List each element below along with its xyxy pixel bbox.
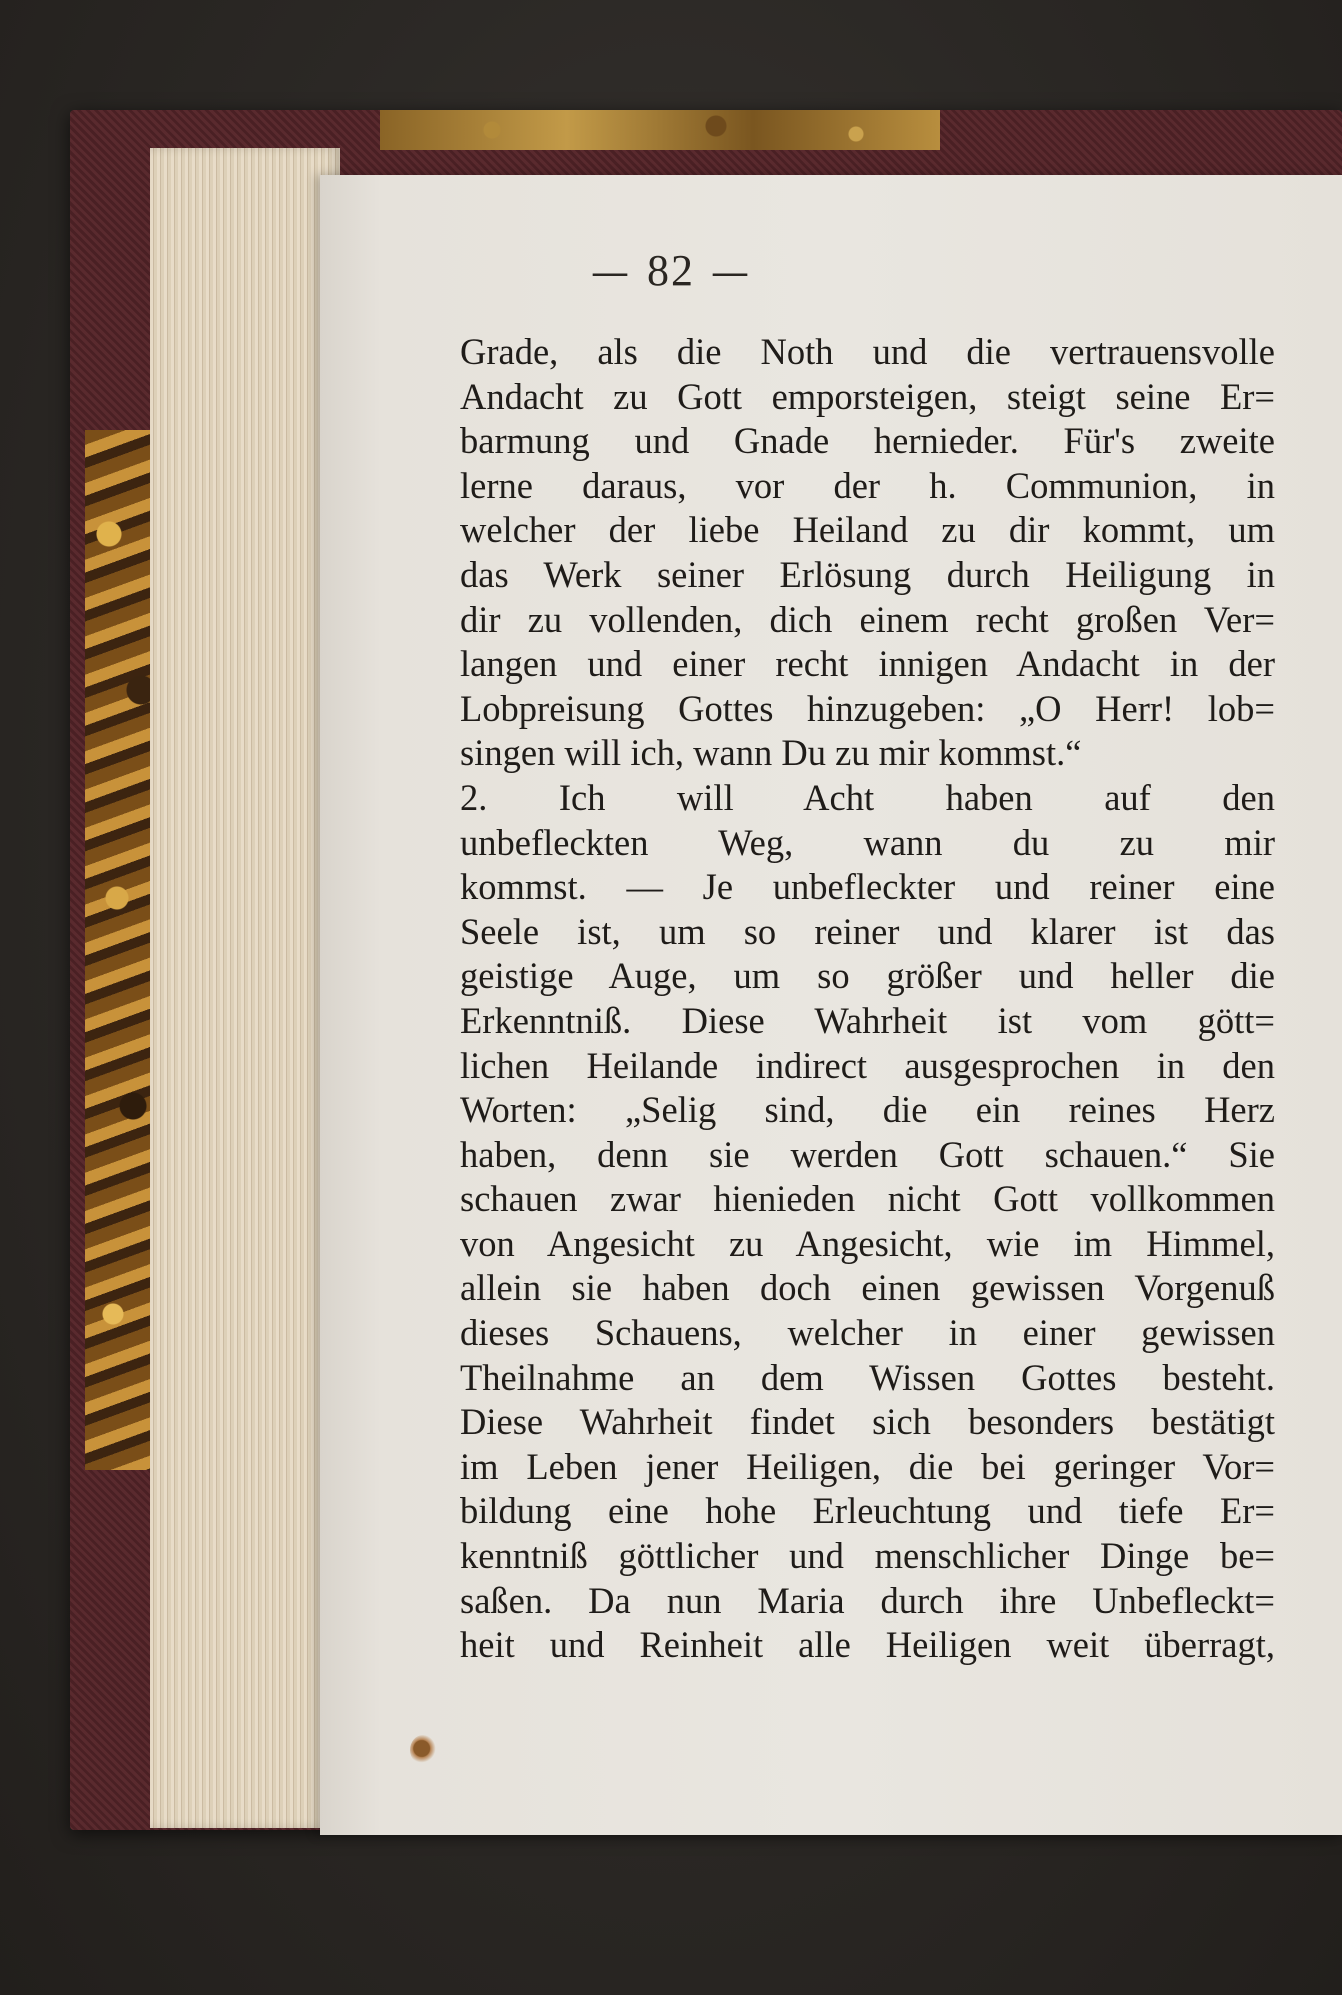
- text-line: Andacht zu Gott emporsteigen, steigt seine Er=: [460, 375, 1275, 417]
- text-line: langen und einer recht innigen Andacht in der: [460, 643, 1275, 685]
- text-line: welcher der liebe Heiland zu dir kommt, um: [460, 509, 1275, 551]
- text-line: heit und Reinheit alle Heiligen weit überragt,: [460, 1624, 1275, 1666]
- text-line: barmung und Gnade hernieder. Für's zweite: [460, 420, 1275, 462]
- text-line: singen will ich, wann Du zu mir kommst.“: [460, 732, 1082, 774]
- text-line: das Werk seiner Erlösung durch Heiligung in: [460, 553, 1275, 595]
- text-line: unbefleckten Weg, wann du zu mir: [460, 821, 1275, 863]
- text-line: dieses Schauens, welcher in einer gewissen: [460, 1312, 1275, 1354]
- text-line: kenntniß göttlicher und menschlicher Dinge be=: [460, 1535, 1275, 1577]
- text-line: im Leben jener Heiligen, die bei geringer Vor=: [460, 1445, 1275, 1487]
- text-line: allein sie haben doch einen gewissen Vorgenuß: [460, 1267, 1275, 1309]
- marbled-headband: [380, 110, 940, 150]
- text-line: dir zu vollenden, dich einem recht großen Ver=: [460, 598, 1275, 640]
- text-line: saßen. Da nun Maria durch ihre Unbefleckt=: [460, 1579, 1275, 1621]
- text-line: haben, denn sie werden Gott schauen.“ Sie: [460, 1133, 1275, 1175]
- ink-stain: [410, 1735, 436, 1765]
- text-line: Theilnahme an dem Wissen Gottes besteht.: [460, 1356, 1275, 1398]
- text-line: kommst. — Je unbefleckter und reiner eine: [460, 866, 1275, 908]
- page-number-left-dash: —: [591, 250, 631, 294]
- body-text: [460, 330, 1275, 1668]
- text-line: schauen zwar hienieden nicht Gott vollkommen: [460, 1178, 1275, 1220]
- text-line: geistige Auge, um so größer und heller die: [460, 955, 1275, 997]
- text-line: lerne daraus, vor der h. Communion, in: [460, 464, 1275, 506]
- page-edges: [150, 148, 340, 1828]
- text-line: 2. Ich will Acht haben auf den: [460, 776, 1275, 818]
- page-number-value: 82: [647, 246, 695, 295]
- text-line: Lobpreisung Gottes hinzugeben: „O Herr! lob=: [460, 687, 1275, 729]
- text-line: Erkenntniß. Diese Wahrheit ist vom gött=: [460, 999, 1275, 1041]
- page-number-right-dash: —: [711, 250, 751, 294]
- text-line: von Angesicht zu Angesicht, wie im Himmel,: [460, 1222, 1275, 1264]
- text-line: bildung eine hohe Erleuchtung und tiefe Er=: [460, 1490, 1275, 1532]
- page-number: [0, 245, 1342, 296]
- text-line: Seele ist, um so reiner und klarer ist das: [460, 910, 1275, 952]
- text-line: Grade, als die Noth und die vertrauensvolle: [460, 331, 1275, 372]
- text-line: Diese Wahrheit findet sich besonders bestätigt: [460, 1401, 1275, 1443]
- text-line: Worten: „Selig sind, die ein reines Herz: [460, 1089, 1275, 1131]
- text-line: lichen Heilande indirect ausgesprochen in den: [460, 1044, 1275, 1086]
